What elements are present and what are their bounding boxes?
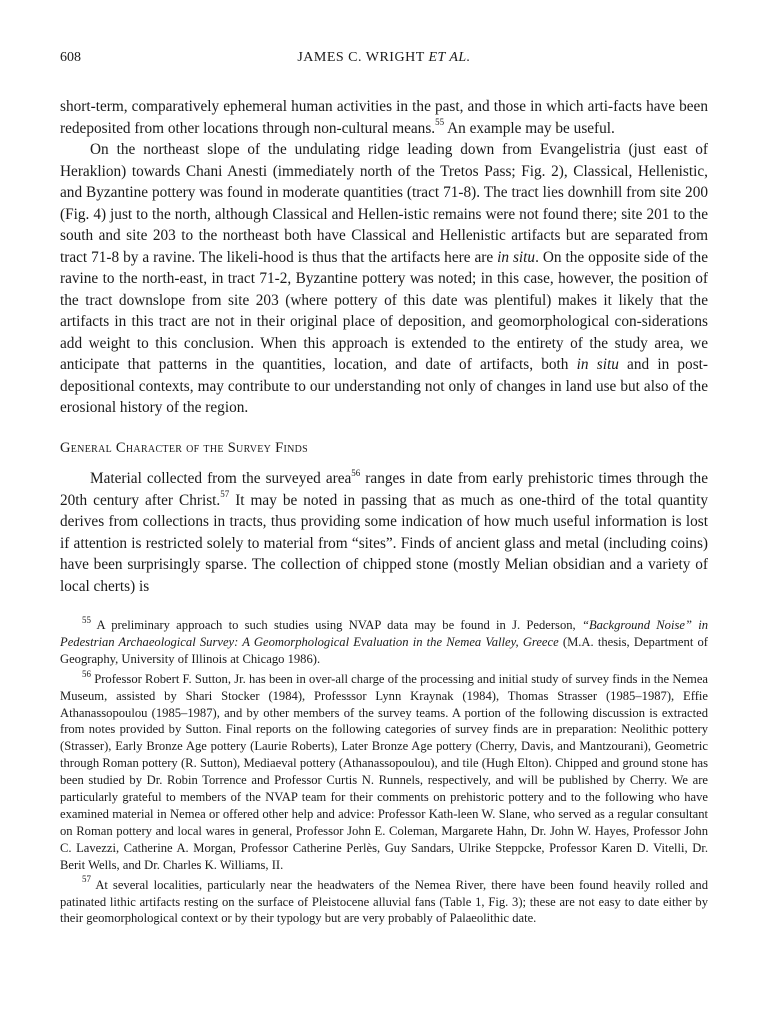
paragraph-3: Material collected from the surveyed area$^{56}$ ranges in date from early prehistoric times through the 20th century after Christ.$^{57}$ It may be noted in passing that as much as one-third of the total quantity derives from collections in tracts, thus providing some indication of how much useful information is lost if attention is restricted solely to material from “sites”. Finds of ancient glass and metal (including coins) have been surprisingly sparse. The collection of chipped stone (mostly Melian obsidian and a variety of local cherts) is — [60, 467, 708, 595]
footnote-55: $^{55}$ A preliminary approach to such studies using NVAP data may be found in J. Pederson, “Background Noise” in Pedestrian Archaeological Survey: A Geomorphological Evaluation in the Nemea Valley, Greece (M.A. thesis, Department of Geography, University of Illinois at Chicago 1986). — [60, 614, 709, 666]
footnote-ref-56: 56 — [351, 467, 361, 478]
footnotes — [60, 614, 709, 930]
paragraph-2: On the northeast slope of the undulating ridge leading down from Evangelistria (just east of Heraklion) towards Chani Anesti (immediately north of the Tretos Pass; Fig. 2), Classical, Hellenistic, and Byzantine pottery was found in moderate quantities (tract 71-8). The tract lies downhill from site 200 (Fig. 4) just to the north, although Classical and Hellen-istic remains were not found there; site 201 to the south and site 203 to the northeast both have Classical and Hellenistic artifacts but are separated from tract 71-8 by a ravine. The likeli-hood is thus that the artifacts here are in situ. On the opposite side of the ravine to the north-east, in tract 71-2, Byzantine pottery was noted; in this case, however, the position of the tract downslope from site 203 (where pottery of this date was plentiful) makes it likely that the artifacts in this tract are not in their original place of deposition, and geomorphological con-siderations add weight to this conclusion. When this approach is extended to the entirety of the study area, we anticipate that patterns in the quantities, location, and date of artifacts, both in situ and in post-depositional contexts, may contribute to our understanding not only of changes in land use but also of the erosional history of the region. — [60, 141, 709, 416]
footnote-ref-57: 57 — [220, 489, 230, 500]
running-head-et-al: ET AL. — [428, 50, 471, 65]
running-head — [60, 50, 708, 66]
footnote-56: $^{56}$ Professor Robert F. Sutton, Jr. has been in over-all charge of the processing and initial study of survey finds in the Nemea Museum, assisted by Shari Stocker (1984), Professsor Lynn Kraynak (1984), Thomas Strasser (1985–1987), Effie Athanassopoulou (1985–1987), and by other members of the survey teams. A portion of the following discussion is extracted from notes provided by Sutton. Final reports on the following categories of survey finds are in preparation: Neolithic pottery (Strasser), Early Bronze Age pottery (Laurie Roberts), Later Bronze Age pottery (Cherry, Davis, and Mantzourani), Geometric through Roman pottery (R. Sutton), Mediaeval pottery (Athanassopoulou), and tile (Hugh Elton). Chipped and ground stone has been studied by Dr. Robin Torrence and Professor Curtis N. Runnels, respectively, and will be published by Cherry. We are particularly grateful to members of the NVAP team for their comments on prehistoric pottery and to the following who have examined material in Nemea or offered other help and advice: Professor Kath-leen W. Slane, who served as a regular consultant on Roman pottery and local wares in general, Professor John E. Coleman, Margarete Hahn, Dr. John W. Hayes, Professor John C. Lavezzi, Catherine A. Morgan, Professor Catherine Perlès, Guy Sandars, Ulrike Steppcke, Professor Karen D. Vitelli, Dr. Berit Wells, and Dr. Charles K. Williams, II. — [60, 668, 708, 872]
running-head-author: JAMES C. WRIGHT — [297, 50, 425, 65]
page-number: 608 — [60, 50, 81, 65]
section-heading: General Character of the Survey Finds — [60, 439, 309, 456]
main-text — [60, 96, 708, 597]
footnote-ref-55: 55 — [435, 117, 445, 128]
paragraph-1: short-term, comparatively ephemeral human activities in the past, and those in which arti-facts have been redeposited from other locations through non-cultural means.$^{55}$ An example may be useful. — [60, 98, 708, 137]
page-header — [60, 50, 708, 74]
footnote-57: $^{57}$ At several localities, particularly near the headwaters of the Nemea River, there have been found heavily rolled and patinated lithic artifacts resting on the surface of Pleistocene alluvial fans (Table 1, Fig. 3); these are not easy to date either by their geomorphological context or by their typology but are very probably of Palaeolithic date. — [60, 874, 708, 926]
